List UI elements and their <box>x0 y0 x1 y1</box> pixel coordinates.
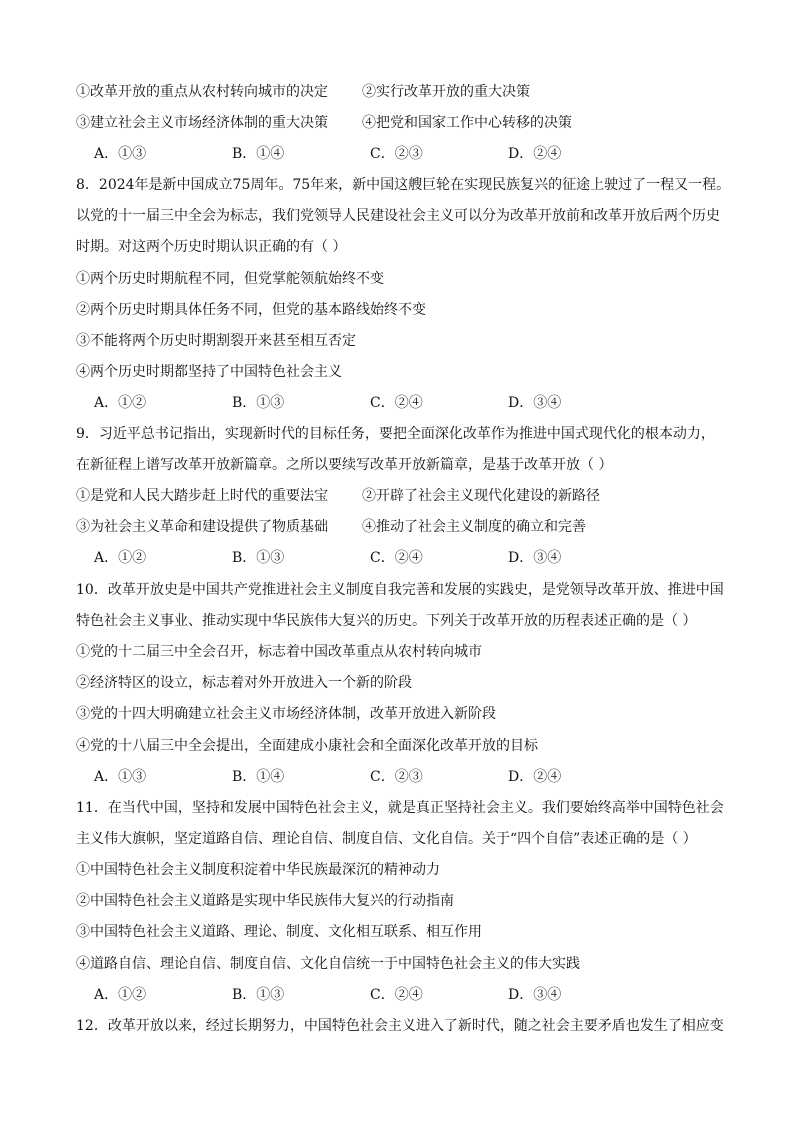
q8-stem-line-3: 时期。对这两个历史时期认识正确的有（ ） <box>76 239 347 255</box>
q8-choice-c: C．②④ <box>370 395 423 411</box>
q10-stem-line-1: 10．改革开放史是中国共产党推进社会主义制度自我完善和发展的实践史，是党领导改革开放、推进中国 <box>76 582 724 598</box>
q11-option-2: ②中国特色社会主义道路是实现中华民族伟大复兴的行动指南 <box>76 893 454 909</box>
q7-choice-a: A．①③ <box>94 146 147 162</box>
q9-choice-c: C．②④ <box>370 550 423 566</box>
q9-option-2: ②开辟了社会主义现代化建设的新路径 <box>362 488 600 504</box>
q10-option-1: ①党的十二届三中全会召开，标志着中国改革重点从农村转向城市 <box>76 644 482 660</box>
q8-option-4: ④两个历史时期都坚持了中国特色社会主义 <box>76 364 342 380</box>
q8-answer-choices <box>94 394 646 412</box>
q11-stem-line-2: 主义伟大旗帜，坚定道路自信、理论自信、制度自信、文化自信。关于“四个自信”表述正确的是（ ） <box>76 831 697 847</box>
q11-choice-c: C．②④ <box>370 987 423 1003</box>
q7-choice-d: D．②④ <box>508 146 562 162</box>
q10-option-2: ②经济特区的设立，标志着对外开放进入一个新的阶段 <box>76 675 412 691</box>
q11-stem-line-1: 11．在当代中国，坚持和发展中国特色社会主义，就是真正坚持社会主义。我们要始终高举中国特色社会 <box>76 800 724 816</box>
q9-option-3: ③为社会主义革命和建设提供了物质基础 <box>76 519 328 535</box>
q7-option-1: ①改革开放的重点从农村转向城市的决定 <box>76 84 328 100</box>
q11-choice-b: B．①③ <box>232 987 285 1003</box>
q11-option-4: ④道路自信、理论自信、制度自信、文化自信统一于中国特色社会主义的伟大实践 <box>76 956 580 972</box>
q7-options-row-2 <box>76 114 572 132</box>
q8-stem-line-1: 8．2024年是新中国成立75周年。75年来，新中国这艘巨轮在实现民族复兴的征途上驶过了一程又一程。 <box>76 177 731 193</box>
q9-options-row-1 <box>76 487 600 505</box>
q8-choice-b: B．①③ <box>232 395 285 411</box>
q7-answer-choices <box>94 145 646 163</box>
q9-choice-a: A．①② <box>94 550 147 566</box>
q8-option-3: ③不能将两个历史时期割裂开来甚至相互否定 <box>76 333 356 349</box>
q10-option-3: ③党的十四大明确建立社会主义市场经济体制，改革开放进入新阶段 <box>76 706 496 722</box>
q11-option-1: ①中国特色社会主义制度积淀着中华民族最深沉的精神动力 <box>76 862 440 878</box>
q11-option-3: ③中国特色社会主义道路、理论、制度、文化相互联系、相互作用 <box>76 924 482 940</box>
q9-option-1: ①是党和人民大踏步赶上时代的重要法宝 <box>76 488 328 504</box>
q8-choice-d: D．③④ <box>508 395 562 411</box>
q8-choice-a: A．①② <box>94 395 147 411</box>
q7-choice-c: C．②③ <box>370 146 423 162</box>
q12-stem-line-1: 12．改革开放以来，经过长期努力，中国特色社会主义进入了新时代，随之社会主要矛盾也发生了相应变 <box>76 1018 724 1034</box>
q9-option-4: ④推动了社会主义制度的确立和完善 <box>362 519 586 535</box>
q10-choice-c: C．②③ <box>370 769 423 785</box>
q7-option-3: ③建立社会主义市场经济体制的重大决策 <box>76 115 328 131</box>
q9-choice-d: D．③④ <box>508 550 562 566</box>
q9-stem-line-1: 9．习近平总书记指出，实现新时代的目标任务，要把全面深化改革作为推进中国式现代化的根本动力， <box>76 426 715 442</box>
q7-options-row-1 <box>76 83 530 101</box>
q8-stem-line-2: 以党的十一届三中全会为标志，我们党领导人民建设社会主义可以分为改革开放前和改革开放后两个历史 <box>76 208 720 224</box>
q8-option-2: ②两个历史时期具体任务不同，但党的基本路线始终不变 <box>76 302 426 318</box>
q8-option-1: ①两个历史时期航程不同，但党掌舵领航始终不变 <box>76 271 384 287</box>
q7-option-2: ②实行改革开放的重大决策 <box>362 84 530 100</box>
q7-option-4: ④把党和国家工作中心转移的决策 <box>362 115 572 131</box>
q10-option-4: ④党的十八届三中全会提出，全面建成小康社会和全面深化改革开放的目标 <box>76 738 538 754</box>
q10-choice-a: A．①③ <box>94 769 147 785</box>
q11-choice-a: A．①② <box>94 987 147 1003</box>
q11-choice-d: D．③④ <box>508 987 562 1003</box>
q9-options-row-2 <box>76 518 586 536</box>
q9-stem-line-2: 在新征程上谱写改革开放新篇章。之所以要续写改革开放新篇章，是基于改革开放（ ） <box>76 457 613 473</box>
q10-answer-choices <box>94 768 646 786</box>
q10-stem-line-2: 特色社会主义事业、推动实现中华民族伟大复兴的历史。下列关于改革开放的历程表述正确的是（ ） <box>76 613 697 629</box>
q9-answer-choices <box>94 549 646 567</box>
q7-choice-b: B．①④ <box>232 146 285 162</box>
q11-answer-choices <box>94 986 646 1004</box>
q10-choice-b: B．①④ <box>232 769 285 785</box>
q9-choice-b: B．①③ <box>232 550 285 566</box>
q10-choice-d: D．②④ <box>508 769 562 785</box>
